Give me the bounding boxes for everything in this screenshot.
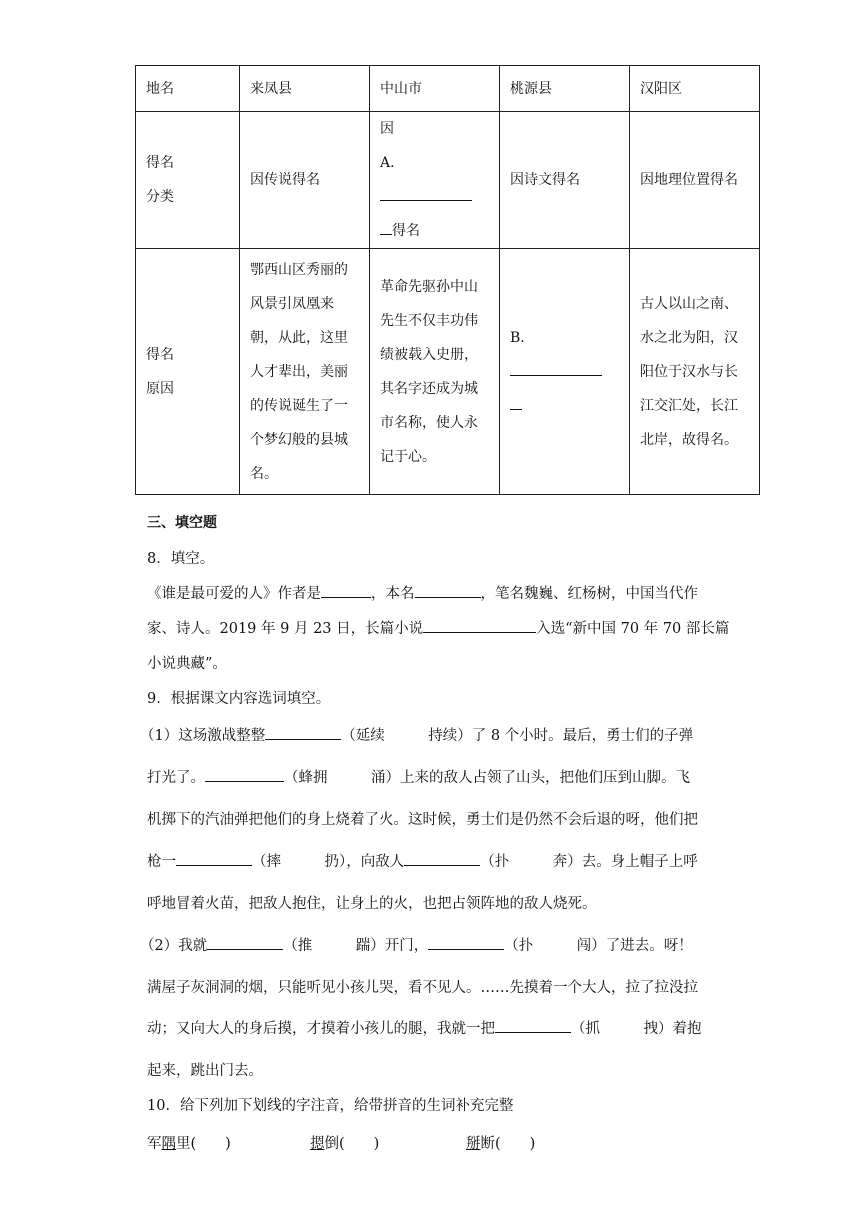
q9-text: （扑 奔）去。身上帽子上呼 (480, 854, 698, 870)
category-hanyang: 因地理位置得名 (630, 112, 760, 249)
q8-text: 《谁是最可爱的人》作者是 (147, 586, 321, 602)
q9-blank-7[interactable] (495, 1018, 571, 1033)
blank-b-label: B. (510, 329, 525, 346)
q8-text: 入选“新中国 70 年 70 部长篇 (536, 621, 730, 637)
q8-line-2 (147, 617, 729, 638)
q9-text: 动；又向大人的身后摸，才摸着小孩儿的腿，我就一把 (147, 1021, 495, 1037)
q9-blank-2[interactable] (205, 767, 284, 782)
q10-underlined-char: 隅 (161, 1136, 176, 1152)
q9-text: 打光了。 (147, 770, 205, 786)
row-label-category: 得名 分类 (136, 112, 240, 249)
q9-p1-line-4 (147, 850, 698, 871)
q9-p2-line-1 (140, 934, 693, 955)
q10-text: 里( ) (176, 1136, 231, 1152)
header-laifeng: 来凤县 (240, 66, 370, 112)
blank-a-cont[interactable] (380, 220, 392, 235)
q10-underlined-char: 掰 (466, 1136, 481, 1152)
q8-blank-realname[interactable] (415, 583, 481, 598)
q9-p1-line-1 (140, 724, 693, 745)
q10-word-3 (466, 1132, 535, 1153)
q10-text: 断( ) (480, 1136, 536, 1152)
q10-underlined-char: 摁 (310, 1136, 325, 1152)
q8-blank-novel[interactable] (423, 618, 536, 633)
blank-a-label: A. (380, 155, 395, 171)
q9-title: 9．根据课文内容选词填空。 (147, 691, 331, 707)
q9-p2-line-3 (147, 1017, 702, 1038)
category-laifeng: 因传说得名 (240, 112, 370, 249)
q9-blank-3[interactable] (176, 851, 252, 866)
category-taoyuan: 因诗文得名 (500, 112, 630, 249)
reason-zhongshan: 革命先驱孙中山 先生不仅丰功伟 绩被载入史册， 其名字还成为城 市名称，使人永 记于心。 (370, 249, 500, 495)
header-hanyang: 汉阳区 (630, 66, 760, 112)
q10-word-1 (147, 1132, 231, 1153)
q10-text: 倒( ) (324, 1136, 380, 1152)
q9-p2-line-4: 起来，跳出门去。 (147, 1063, 263, 1079)
q9-text: （延续 持续）了 8 个小时。最后，勇士们的子弹 (341, 728, 694, 744)
q9-text: （抓 拽）着抱 (571, 1021, 702, 1037)
q9-blank-5[interactable] (207, 935, 283, 950)
q8-blank-author[interactable] (321, 583, 371, 598)
reason-hanyang: 古人以山之南、 水之北为阳，汉 阳位于汉水与长 江交汇处，长江 北岸，故得名。 (630, 249, 760, 495)
q8-text: ，本名 (371, 586, 415, 602)
q9-text: （2）我就 (140, 938, 208, 954)
row-label-reason: 得名 原因 (136, 249, 240, 495)
q9-blank-4[interactable] (404, 851, 480, 866)
q9-text: 枪一 (147, 854, 176, 870)
q8-line-3: 小说典藏”。 (147, 656, 227, 672)
q9-text: （推 踹）开门， (283, 938, 429, 954)
q9-text: （蜂拥 涌）上来的敌人占领了山头，把他们压到山脚。飞 (284, 770, 690, 786)
q10-word-2 (310, 1132, 379, 1153)
q9-text: （1）这场激战整整 (140, 728, 266, 744)
q8-text: 家、诗人。2019 年 9 月 23 日，长篇小说 (147, 621, 424, 637)
reason-taoyuan (500, 249, 630, 495)
q9-p1-line-5: 呼地冒着火苗，把敌人抱住，让身上的火，也把占领阵地的敌人烧死。 (147, 896, 597, 912)
blank-b-cont[interactable] (510, 395, 522, 410)
header-place-name: 地名 (136, 66, 240, 112)
reason-laifeng: 鄂西山区秀丽的 风景引凤凰来 朝，从此，这里 人才辈出，美丽 的传说诞生了一 个梦幻般的县城 名。 (240, 249, 370, 495)
header-taoyuan: 桃源县 (500, 66, 630, 112)
q9-blank-6[interactable] (428, 935, 504, 950)
q9-text: （扑 闯）了进去。呀！ (504, 938, 693, 954)
category-zhongshan-suffix: 得名 (392, 223, 420, 239)
q9-p2-line-2: 满屋子灰洞洞的烟，只能听见小孩儿哭，看不见人。……先摸着一个大人，拉了拉没拉 (147, 980, 698, 996)
section-title: 三、填空题 (147, 515, 217, 531)
q9-p1-line-3: 机掷下的汽油弹把他们的身上烧着了火。这时候，勇士们是仍然不会后退的呀，他们把 (147, 812, 698, 828)
blank-a[interactable] (380, 186, 472, 201)
q10-title: 10．给下列加下划线的字注音，给带拼音的生词补充完整 (147, 1098, 514, 1114)
q9-blank-1[interactable] (265, 725, 341, 740)
header-zhongshan: 中山市 (370, 66, 500, 112)
blank-b[interactable] (510, 361, 602, 376)
q10-text: 军 (147, 1136, 162, 1152)
q9-text: （摔 扔），向敌人 (252, 854, 405, 870)
q9-p1-line-2 (147, 766, 690, 787)
q8-title: 8．填空。 (147, 551, 215, 567)
place-name-table (135, 65, 760, 495)
q8-line-1 (147, 582, 698, 603)
q8-text: ，笔名魏巍、红杨树，中国当代作 (480, 586, 698, 602)
category-zhongshan (370, 112, 500, 249)
category-zhongshan-prefix: 因 (380, 121, 394, 137)
